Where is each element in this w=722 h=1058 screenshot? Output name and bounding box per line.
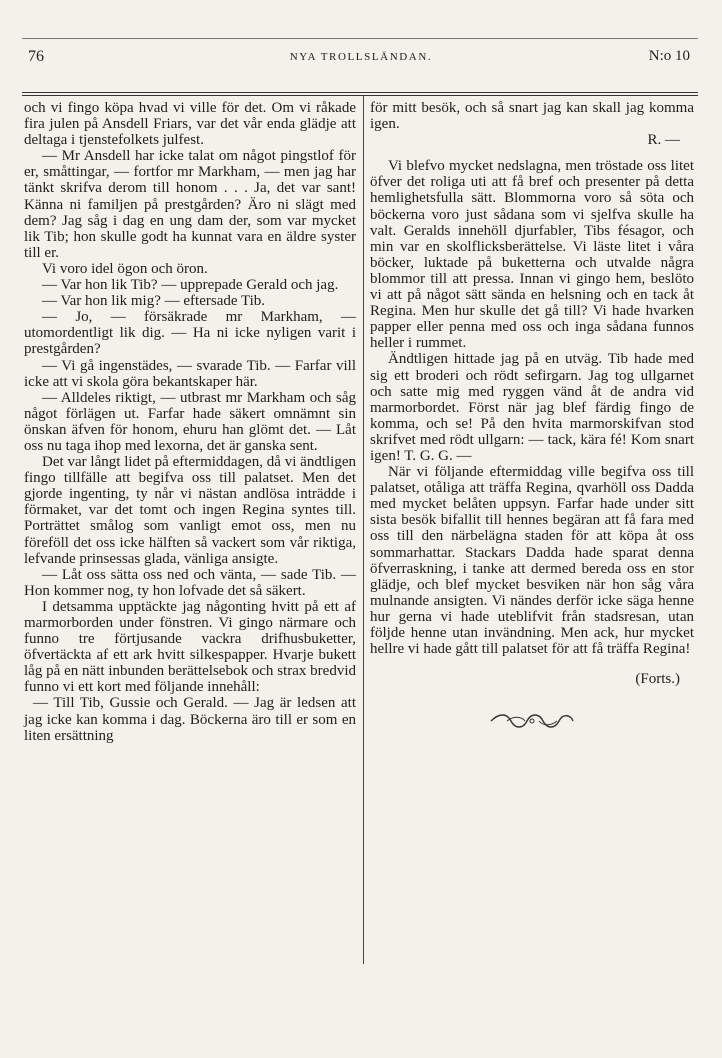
header-double-rule <box>22 92 698 96</box>
page-header <box>28 48 694 74</box>
letter-signature: R. — <box>647 132 680 149</box>
paragraph: Vi voro idel ögon och öron. <box>42 260 208 277</box>
paragraph: — Låt oss sätta oss ned och vänta, — sade Tib. — Hon kommer nog, ty hon lofvade det så säkert. <box>24 566 356 599</box>
continued-note: (Forts.) <box>635 671 680 688</box>
paragraph: Det var långt lidet på eftermiddagen, då vi ändtligen fingo tillfälle att begifva oss till palatset. Men det gjorde ingenting, ty når vi nästan andlösa inträdde i förmaket, var det tomt och ingen Regina syntes till. Porträttet smålog som vanligt emot oss, men nu föreföll det oss icke hälften så vackert som vår riktiga, lefvande prinsessas glada, vänliga ansigte. <box>24 454 356 567</box>
page-number: 76 <box>28 48 44 65</box>
paragraph: I detsamma upptäckte jag någonting hvitt på ett af marmorborden under fönstren. Vi gingo närmare och funno tre förtjusande vackra drifhusbuketter, öfvertäckta af ett ark hvitt silkespapper. Hvarje bukett låg på en nätt inbunden berättelsebok och strax bredvid funno vi ett kort med följande innehåll: <box>24 598 356 696</box>
left-column <box>24 100 356 744</box>
paragraph: och vi fingo köpa hvad vi ville för det. Om vi råkade fira julen på Ansdell Friars, var det vår enda glädje att deltaga i tjenstefolkets julfest. <box>24 100 356 149</box>
top-rule <box>22 38 698 39</box>
paragraph: — Var hon lik mig? — eftersade Tib. <box>42 293 266 310</box>
paragraph: När vi följande eftermiddag ville begifva oss till palatset, otåliga att träffa Regina, qvarhöll oss Dadda med mycket belåten uppsyn. Farfar hade under sitt sista besök bifallit till hennes begäran att få fara med oss till den närbelägna staden för att köpa åt oss sommarhattar. Stackars Dadda hade sparat denna öfverraskning, i tanke att dermed bereda oss en stor glädje, och blef mycket besviken när hon såg våra mulnande ansigten. Vi nändes derför icke säga henne hur gerna vi hade uteblifvit från stadsresan, utan följde henne utan invändning. Men ack, hur mycket hellre vi hade gått till palatset för att få träffa Regina! <box>370 464 694 658</box>
paragraph: — Var hon lik Tib? — upprepade Gerald och jag. <box>42 277 339 294</box>
paragraph: Vi blefvo mycket nedslagna, men tröstade oss litet öfver det roliga uti att få bref och presenter på detta hemlighetsfulla sätt. Blommorna voro så söta och böckerna voro just sådana som vi sjelfva skulle ha valt. Geralds innehöll djurfabler, Tibs fésagor, och min var en skolflicksberättelse. Vi läste litet i våra böcker, luktade på buketterna och utvalde några blommor till att pressa. Innan vi gingo hem, beslöto vi att på något sätt sända en helsning och en tack åt Regina. Men hur skulle det gå till? Vi hade hvarken papper eller penna med oss och inga sådana funnos heller i rummet. <box>370 158 694 352</box>
paragraph: — Jo, — försäkrade mr Markham, — utomordentligt lik dig. — Ha ni icke nyligen varit i prestgården? <box>24 309 356 358</box>
column-divider <box>363 96 364 964</box>
right-column <box>370 100 694 731</box>
paragraph: — Mr Ansdell har icke talat om något pingstlof för er, småttingar, — fortfor mr Markham, — men jag har tänkt skrifva derom till honom . . . Ja, det var sant! Känna ni familjen på prestgården? Äro ni slägt med dem? Jag såg i dag en ung dam der, som var mycket lik Tib; hon skulle godt ha kunnat vara en äldre syster till er. <box>24 148 356 261</box>
issue-number: N:o 10 <box>648 48 690 64</box>
letter-paragraph: — Till Tib, Gussie och Gerald. — Jag är ledsen att jag icke kan komma i dag. Böckerna äro till er som en liten ersättning <box>24 695 356 744</box>
paragraph: Ändtligen hittade jag på en utväg. Tib hade med sig ett broderi och rödt sefirgarn. Jag tog ullgarnet och satte mig med ryggen vänd åt de andra vid marmorbordet. Först när jag blef färdig fingo de komma, och se! På den hvita marmorskifvan stod skrifvet med rödt ullgarn: — tack, kära fé! Kom snart igen! T. G. G. — <box>370 351 694 464</box>
flourish-ornament-icon <box>487 711 577 731</box>
journal-title: NYA TROLLSLÄNDAN. <box>289 51 433 63</box>
paragraph: — Vi gå ingenstädes, — svarade Tib. — Farfar vill icke att vi skola göra bekantskaper här. <box>24 357 356 390</box>
paragraph: för mitt besök, och så snart jag kan skall jag komma igen. <box>370 100 694 133</box>
paragraph: — Alldeles riktigt, — utbrast mr Markham och såg något förlägen ut. Farfar hade säkert omnämnt sin önskan äfven för honom, ehuru han glömt det. — Låt oss nu taga ihop med lexorna, det är ganska sent. <box>24 389 356 454</box>
